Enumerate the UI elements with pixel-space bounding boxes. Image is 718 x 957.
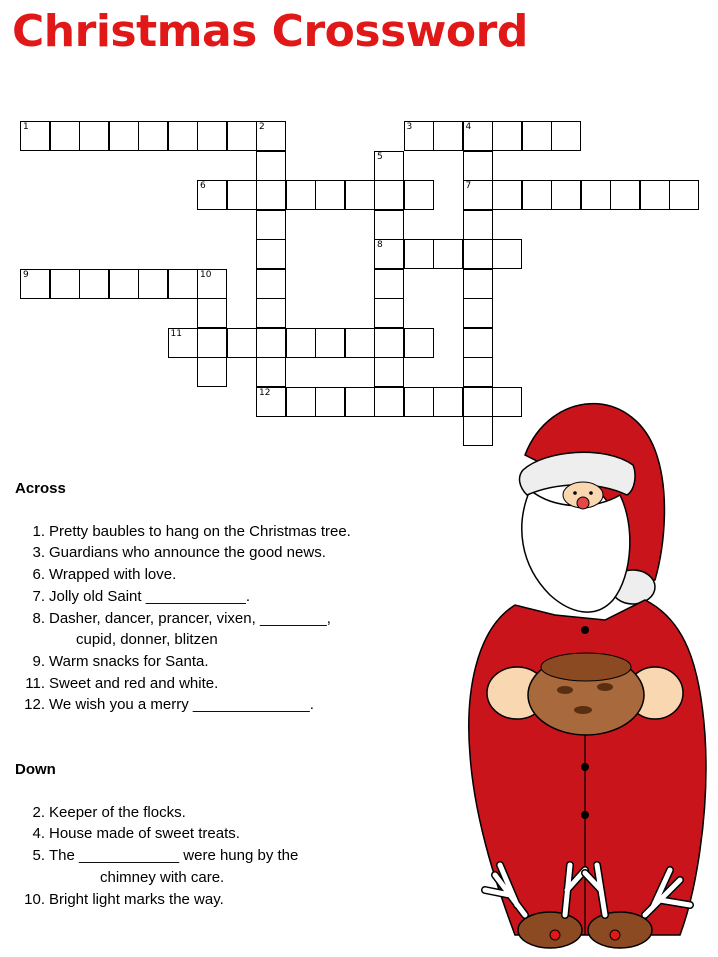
clue-number-label: 4. xyxy=(32,825,45,843)
crossword-cell[interactable] xyxy=(463,269,493,299)
crossword-cell[interactable] xyxy=(197,298,227,328)
clue-text: Warm snacks for Santa. xyxy=(49,652,209,670)
crossword-cell[interactable] xyxy=(197,357,227,387)
crossword-cell[interactable] xyxy=(581,180,611,210)
crossword-cell[interactable] xyxy=(109,269,139,299)
clue-number-label: 8. xyxy=(32,609,45,627)
crossword-cell[interactable] xyxy=(315,328,345,358)
clue-text-continued: cupid, donner, blitzen xyxy=(76,631,218,649)
crossword-cell[interactable] xyxy=(610,180,640,210)
crossword-cell[interactable] xyxy=(463,121,493,151)
crossword-cell[interactable] xyxy=(669,180,699,210)
crossword-cell[interactable] xyxy=(374,269,404,299)
crossword-cell[interactable] xyxy=(345,387,375,417)
page-title: Christmas Crossword xyxy=(12,6,528,57)
clue-number-label: 11. xyxy=(25,674,45,692)
down-list xyxy=(15,802,298,911)
clue-number: 5 xyxy=(377,151,383,162)
suit-button xyxy=(581,763,589,771)
crossword-cell[interactable] xyxy=(286,328,316,358)
crossword-cell[interactable] xyxy=(256,180,286,210)
crossword-cell[interactable] xyxy=(50,121,80,151)
crossword-cell[interactable] xyxy=(256,239,286,269)
clue-text-continued: chimney with care. xyxy=(100,868,225,886)
crossword-cell[interactable] xyxy=(374,210,404,240)
crossword-cell[interactable] xyxy=(20,269,50,299)
clue-item xyxy=(15,802,298,824)
across-clues xyxy=(15,478,351,716)
clue-number: 4 xyxy=(465,122,472,132)
crossword-cell[interactable] xyxy=(138,269,168,299)
clue-number-label: 3. xyxy=(32,544,45,562)
crossword-cell[interactable] xyxy=(374,357,404,387)
clue-item xyxy=(15,673,351,695)
clue-number-label: 1. xyxy=(32,522,45,540)
crossword-cell[interactable] xyxy=(374,151,404,181)
crossword-cell[interactable] xyxy=(256,269,286,299)
crossword-cell[interactable] xyxy=(374,328,404,358)
suit-button xyxy=(581,811,589,819)
crossword-cell[interactable] xyxy=(315,387,345,417)
crossword-cell[interactable] xyxy=(197,328,227,358)
clue-text: Pretty baubles to hang on the Christmas tree. xyxy=(49,522,351,540)
crossword-cell[interactable] xyxy=(374,298,404,328)
clue-number: 8 xyxy=(377,240,383,250)
crossword-cell[interactable] xyxy=(197,269,227,299)
crossword-cell[interactable] xyxy=(404,239,434,269)
crossword-cell[interactable] xyxy=(492,180,522,210)
clue-item xyxy=(15,542,351,564)
crossword-grid xyxy=(0,0,718,460)
clue-number-label: 10. xyxy=(24,890,45,908)
crossword-cell[interactable] xyxy=(522,121,552,151)
across-list xyxy=(15,521,351,716)
clue-text: Keeper of the flocks. xyxy=(49,803,186,821)
crossword-cell[interactable] xyxy=(168,328,198,358)
clue-text: House made of sweet treats. xyxy=(49,825,240,843)
crossword-cell[interactable] xyxy=(404,387,434,417)
crossword-cell[interactable] xyxy=(286,180,316,210)
crossword-cell[interactable] xyxy=(109,121,139,151)
clue-continuation xyxy=(15,629,351,651)
clue-text: Guardians who announce the good news. xyxy=(49,544,326,562)
clue-number: 10 xyxy=(200,269,212,280)
clue-item xyxy=(15,823,298,845)
crossword-cell[interactable] xyxy=(463,151,493,181)
crossword-cell[interactable] xyxy=(315,180,345,210)
crossword-cell[interactable] xyxy=(256,298,286,328)
crossword-cell[interactable] xyxy=(79,269,109,299)
clue-number: 1 xyxy=(23,122,29,132)
crossword-cell[interactable] xyxy=(463,239,493,269)
crossword-cell[interactable] xyxy=(433,239,463,269)
crossword-cell[interactable] xyxy=(640,180,670,210)
crossword-cell[interactable] xyxy=(404,180,434,210)
clue-number: 2 xyxy=(259,122,265,132)
crossword-cell[interactable] xyxy=(404,121,434,151)
crossword-cell[interactable] xyxy=(374,387,404,417)
crossword-cell[interactable] xyxy=(256,151,286,181)
crossword-cell[interactable] xyxy=(463,328,493,358)
clue-item xyxy=(15,586,351,608)
clue-text: Bright light marks the way. xyxy=(49,890,224,908)
clue-number: 12 xyxy=(259,387,271,398)
crossword-cell[interactable] xyxy=(256,210,286,240)
clue-item xyxy=(15,889,298,911)
crossword-cell[interactable] xyxy=(404,328,434,358)
crossword-cell[interactable] xyxy=(463,180,493,210)
clue-item xyxy=(15,608,351,630)
santa-beard xyxy=(522,490,630,612)
crossword-cell[interactable] xyxy=(256,357,286,387)
clue-number-label: 2. xyxy=(32,803,45,821)
crossword-cell[interactable] xyxy=(522,180,552,210)
crossword-cell[interactable] xyxy=(227,121,257,151)
clue-text: Sweet and red and white. xyxy=(49,674,219,692)
crossword-cell[interactable] xyxy=(20,121,50,151)
crossword-cell[interactable] xyxy=(138,121,168,151)
clue-item xyxy=(15,564,351,586)
crossword-cell[interactable] xyxy=(227,180,257,210)
crossword-cell[interactable] xyxy=(168,269,198,299)
suit-button xyxy=(581,626,589,634)
clue-text: The ____________ were hung by the xyxy=(49,847,299,865)
clue-number-label: 5. xyxy=(32,847,45,865)
crossword-cell[interactable] xyxy=(492,239,522,269)
clue-number: 3 xyxy=(406,122,413,132)
clue-number: 9 xyxy=(23,269,29,280)
crossword-cell[interactable] xyxy=(463,210,493,240)
crossword-cell[interactable] xyxy=(256,387,286,417)
crossword-cell[interactable] xyxy=(168,121,198,151)
clue-continuation xyxy=(15,867,298,889)
clue-item xyxy=(15,521,351,543)
clue-number-label: 9. xyxy=(32,652,45,670)
crossword-cell[interactable] xyxy=(345,180,375,210)
crossword-cell[interactable] xyxy=(463,357,493,387)
crossword-cell[interactable] xyxy=(256,328,286,358)
crossword-cell[interactable] xyxy=(256,121,286,151)
santa-nose xyxy=(577,497,589,509)
clue-item xyxy=(15,694,351,716)
crossword-cell[interactable] xyxy=(227,328,257,358)
clue-number: 7 xyxy=(465,181,472,191)
clue-text: We wish you a merry ______________. xyxy=(49,696,314,714)
clue-text: Wrapped with love. xyxy=(49,566,177,584)
clue-item xyxy=(15,651,351,673)
clue-number-label: 12. xyxy=(24,696,45,714)
down-clues xyxy=(15,759,298,910)
clue-number-label: 6. xyxy=(32,566,45,584)
clue-number-label: 7. xyxy=(32,587,45,605)
crossword-cell[interactable] xyxy=(197,121,227,151)
clue-text: Jolly old Saint ____________. xyxy=(49,587,250,605)
clue-number: 6 xyxy=(200,181,206,191)
crossword-cell[interactable] xyxy=(433,121,463,151)
crossword-cell[interactable] xyxy=(374,239,404,269)
crossword-cell[interactable] xyxy=(286,387,316,417)
crossword-cell[interactable] xyxy=(463,298,493,328)
down-heading: Down xyxy=(15,761,56,778)
clue-number: 11 xyxy=(170,328,182,339)
crossword-cell[interactable] xyxy=(79,121,109,151)
crossword-cell[interactable] xyxy=(345,328,375,358)
crossword-cell[interactable] xyxy=(197,180,227,210)
clue-item xyxy=(15,845,298,867)
santa-illustration xyxy=(455,395,718,955)
crossword-cell[interactable] xyxy=(50,269,80,299)
crossword-cell[interactable] xyxy=(492,121,522,151)
clue-text: Dasher, dancer, prancer, vixen, ________, xyxy=(49,609,331,627)
crossword-cell[interactable] xyxy=(551,121,581,151)
crossword-cell[interactable] xyxy=(551,180,581,210)
across-heading: Across xyxy=(15,480,66,497)
crossword-cell[interactable] xyxy=(374,180,404,210)
